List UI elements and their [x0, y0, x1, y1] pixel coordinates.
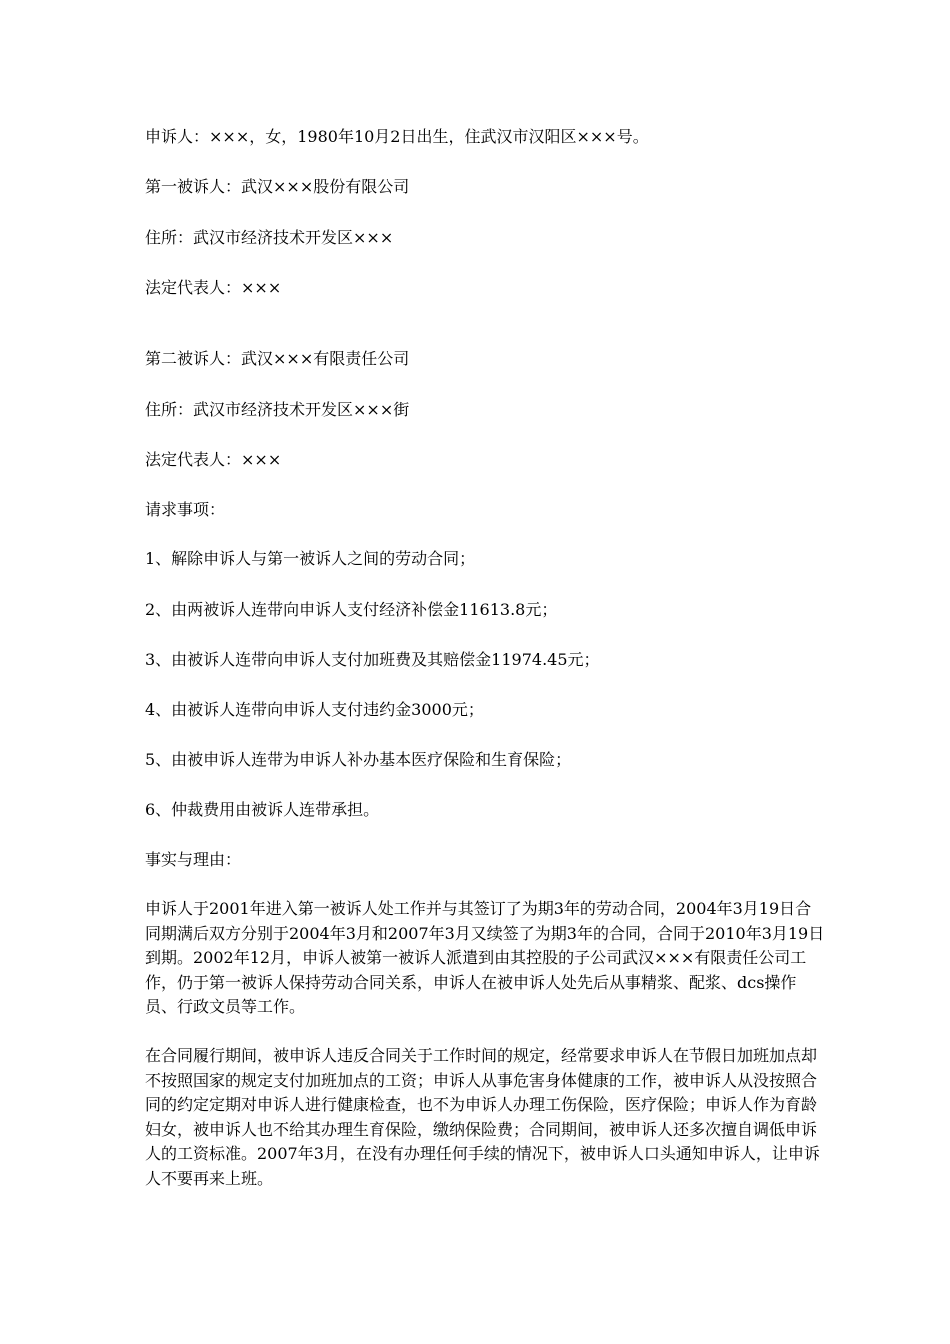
- respondent2-representative: 法定代表人：×××: [145, 450, 282, 469]
- facts-heading: 事实与理由：: [145, 850, 242, 869]
- claim-item: 5、由被申诉人连带为申诉人补办基本医疗保险和生育保险；: [145, 750, 572, 769]
- claim-item: 4、由被诉人连带向申诉人支付违约金3000元；: [145, 700, 484, 719]
- appellant-info: 申诉人：×××，女，1980年10月2日出生，住武汉市汉阳区×××号。: [145, 127, 649, 146]
- claim-item: 2、由两被诉人连带向申诉人支付经济补偿金11613.8元；: [145, 600, 558, 619]
- claims-heading: 请求事项：: [145, 500, 226, 519]
- claim-item: 3、由被诉人连带向申诉人支付加班费及其赔偿金11974.45元；: [145, 650, 600, 669]
- facts-paragraph: 申诉人于2001年进入第一被诉人处工作并与其签订了为期3年的劳动合同，2004年3月19日合同期满后双方分别于2004年3月和2007年3月又续签了为期3年的合同，合同于2010年3月19日到期。2002年12月，申诉人被第一被诉人派遣到由其控股的子公司武汉×××有限责任公司工作，仍于第一被诉人保持劳动合同关系，申诉人在被申诉人处先后从事精浆、配浆、dcs操作员、行政文员等工作。: [145, 899, 825, 1016]
- facts-paragraph: 在合同履行期间，被申诉人违反合同关于工作时间的规定，经常要求申诉人在节假日加班加点却不按照国家的规定支付加班加点的工资；申诉人从事危害身体健康的工作，被申诉人从没按照合同的约定定期对申诉人进行健康检查，也不为申诉人办理工伤保险，医疗保险；申诉人作为育龄妇女，被申诉人也不给其办理生育保险，缴纳保险费；合同期间，被申诉人还多次擅自调低申诉人的工资标准。2007年3月，在没有办理任何手续的情况下，被申诉人口头通知申诉人，让申诉人不要再来上班。: [145, 1046, 820, 1188]
- respondent1-address: 住所：武汉市经济技术开发区×××: [145, 228, 394, 247]
- respondent1-name: 第一被诉人：武汉×××股份有限公司: [145, 177, 410, 196]
- claim-item: 6、仲裁费用由被诉人连带承担。: [145, 800, 380, 819]
- respondent2-name: 第二被诉人：武汉×××有限责任公司: [145, 349, 410, 368]
- respondent2-address: 住所：武汉市经济技术开发区×××街: [145, 400, 410, 419]
- claim-item: 1、解除申诉人与第一被诉人之间的劳动合同；: [145, 549, 476, 568]
- respondent1-representative: 法定代表人：×××: [145, 278, 282, 297]
